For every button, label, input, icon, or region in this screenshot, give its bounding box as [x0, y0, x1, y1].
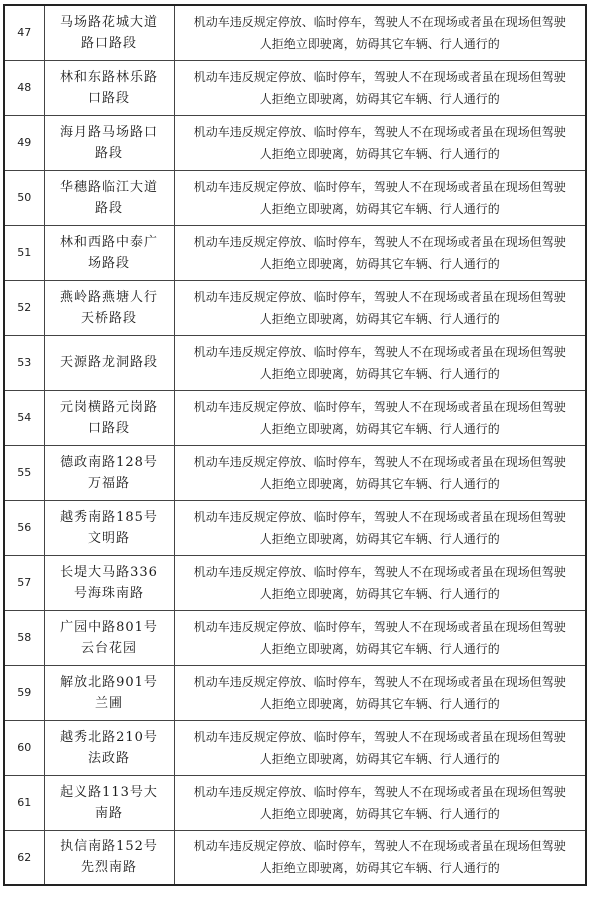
location-cell: 林和西路中泰广场路段	[44, 225, 174, 280]
description-line-1: 机动车违反规定停放、临时停车，驾驶人不在现场或者虽在现场但驾驶	[193, 509, 566, 524]
description-line-2: 人拒绝立即驶离，妨碍其它车辆、行人通行的	[259, 256, 500, 271]
table-row	[4, 445, 586, 500]
location-cell: 德政南路128号万福路	[44, 445, 174, 500]
description-line-2: 人拒绝立即驶离，妨碍其它车辆、行人通行的	[259, 696, 500, 711]
table-row	[4, 390, 586, 445]
table-row	[4, 830, 586, 885]
violation-description-cell	[174, 665, 586, 720]
description-line-1: 机动车违反规定停放、临时停车，驾驶人不在现场或者虽在现场但驾驶	[193, 454, 566, 469]
row-number: 54	[4, 390, 44, 445]
violation-description-cell	[174, 830, 586, 885]
description-line-2: 人拒绝立即驶离，妨碍其它车辆、行人通行的	[259, 861, 500, 876]
table-row	[4, 665, 586, 720]
description-line-2: 人拒绝立即驶离，妨碍其它车辆、行人通行的	[259, 36, 500, 51]
description-line-1: 机动车违反规定停放、临时停车，驾驶人不在现场或者虽在现场但驾驶	[193, 674, 566, 689]
row-number: 51	[4, 225, 44, 280]
table-row	[4, 225, 586, 280]
location-cell: 执信南路152号先烈南路	[44, 830, 174, 885]
description-line-2: 人拒绝立即驶离，妨碍其它车辆、行人通行的	[259, 201, 500, 216]
description-line-1: 机动车违反规定停放、临时停车，驾驶人不在现场或者虽在现场但驾驶	[193, 399, 566, 414]
violation-description-cell	[174, 335, 586, 390]
table-row	[4, 500, 586, 555]
description-line-2: 人拒绝立即驶离，妨碍其它车辆、行人通行的	[259, 476, 500, 491]
row-number: 61	[4, 775, 44, 830]
description-line-2: 人拒绝立即驶离，妨碍其它车辆、行人通行的	[259, 531, 500, 546]
table-row	[4, 60, 586, 115]
table-row	[4, 280, 586, 335]
description-line-1: 机动车违反规定停放、临时停车，驾驶人不在现场或者虽在现场但驾驶	[193, 729, 566, 744]
violation-description-cell	[174, 115, 586, 170]
row-number: 48	[4, 60, 44, 115]
row-number: 58	[4, 610, 44, 665]
table-row	[4, 170, 586, 225]
table-row	[4, 775, 586, 830]
description-line-2: 人拒绝立即驶离，妨碍其它车辆、行人通行的	[259, 366, 500, 381]
description-line-1: 机动车违反规定停放、临时停车，驾驶人不在现场或者虽在现场但驾驶	[193, 69, 566, 84]
row-number: 62	[4, 830, 44, 885]
violation-description-cell	[174, 390, 586, 445]
description-line-1: 机动车违反规定停放、临时停车，驾驶人不在现场或者虽在现场但驾驶	[193, 619, 566, 634]
violation-description-cell	[174, 225, 586, 280]
table-row	[4, 5, 586, 60]
location-cell: 海月路马场路口路段	[44, 115, 174, 170]
description-line-2: 人拒绝立即驶离，妨碍其它车辆、行人通行的	[259, 751, 500, 766]
description-line-1: 机动车违反规定停放、临时停车，驾驶人不在现场或者虽在现场但驾驶	[193, 289, 566, 304]
table-row	[4, 115, 586, 170]
violation-description-cell	[174, 445, 586, 500]
description-line-1: 机动车违反规定停放、临时停车，驾驶人不在现场或者虽在现场但驾驶	[193, 124, 566, 139]
description-line-1: 机动车违反规定停放、临时停车，驾驶人不在现场或者虽在现场但驾驶	[193, 14, 566, 29]
description-line-2: 人拒绝立即驶离，妨碍其它车辆、行人通行的	[259, 421, 500, 436]
description-line-2: 人拒绝立即驶离，妨碍其它车辆、行人通行的	[259, 146, 500, 161]
row-number: 55	[4, 445, 44, 500]
description-line-1: 机动车违反规定停放、临时停车，驾驶人不在现场或者虽在现场但驾驶	[193, 179, 566, 194]
location-cell: 燕岭路燕塘人行天桥路段	[44, 280, 174, 335]
table-row	[4, 720, 586, 775]
violation-description-cell	[174, 775, 586, 830]
location-cell: 长堤大马路336号海珠南路	[44, 555, 174, 610]
location-cell: 解放北路901号兰圃	[44, 665, 174, 720]
location-cell: 林和东路林乐路口路段	[44, 60, 174, 115]
location-cell: 起义路113号大南路	[44, 775, 174, 830]
row-number: 59	[4, 665, 44, 720]
row-number: 60	[4, 720, 44, 775]
violation-description-cell	[174, 5, 586, 60]
table-body	[4, 5, 586, 885]
location-cell: 越秀南路185号文明路	[44, 500, 174, 555]
row-number: 50	[4, 170, 44, 225]
description-line-2: 人拒绝立即驶离，妨碍其它车辆、行人通行的	[259, 806, 500, 821]
location-cell: 马场路花城大道路口路段	[44, 5, 174, 60]
table-row	[4, 335, 586, 390]
description-line-2: 人拒绝立即驶离，妨碍其它车辆、行人通行的	[259, 311, 500, 326]
violation-description-cell	[174, 555, 586, 610]
violation-description-cell	[174, 610, 586, 665]
location-cell: 越秀北路210号法政路	[44, 720, 174, 775]
row-number: 47	[4, 5, 44, 60]
violation-description-cell	[174, 720, 586, 775]
location-cell: 天源路龙洞路段	[44, 335, 174, 390]
location-cell: 华穗路临江大道路段	[44, 170, 174, 225]
violation-location-table	[3, 4, 587, 886]
location-cell: 元岗横路元岗路口路段	[44, 390, 174, 445]
violation-description-cell	[174, 170, 586, 225]
row-number: 53	[4, 335, 44, 390]
description-line-2: 人拒绝立即驶离，妨碍其它车辆、行人通行的	[259, 641, 500, 656]
description-line-1: 机动车违反规定停放、临时停车，驾驶人不在现场或者虽在现场但驾驶	[193, 839, 566, 854]
location-cell: 广园中路801号云台花园	[44, 610, 174, 665]
violation-description-cell	[174, 60, 586, 115]
table-row	[4, 610, 586, 665]
description-line-2: 人拒绝立即驶离，妨碍其它车辆、行人通行的	[259, 91, 500, 106]
description-line-1: 机动车违反规定停放、临时停车，驾驶人不在现场或者虽在现场但驾驶	[193, 344, 566, 359]
description-line-1: 机动车违反规定停放、临时停车，驾驶人不在现场或者虽在现场但驾驶	[193, 234, 566, 249]
description-line-1: 机动车违反规定停放、临时停车，驾驶人不在现场或者虽在现场但驾驶	[193, 564, 566, 579]
table-row	[4, 555, 586, 610]
row-number: 49	[4, 115, 44, 170]
description-line-2: 人拒绝立即驶离，妨碍其它车辆、行人通行的	[259, 586, 500, 601]
violation-description-cell	[174, 500, 586, 555]
description-line-1: 机动车违反规定停放、临时停车，驾驶人不在现场或者虽在现场但驾驶	[193, 784, 566, 799]
row-number: 56	[4, 500, 44, 555]
row-number: 57	[4, 555, 44, 610]
row-number: 52	[4, 280, 44, 335]
violation-description-cell	[174, 280, 586, 335]
